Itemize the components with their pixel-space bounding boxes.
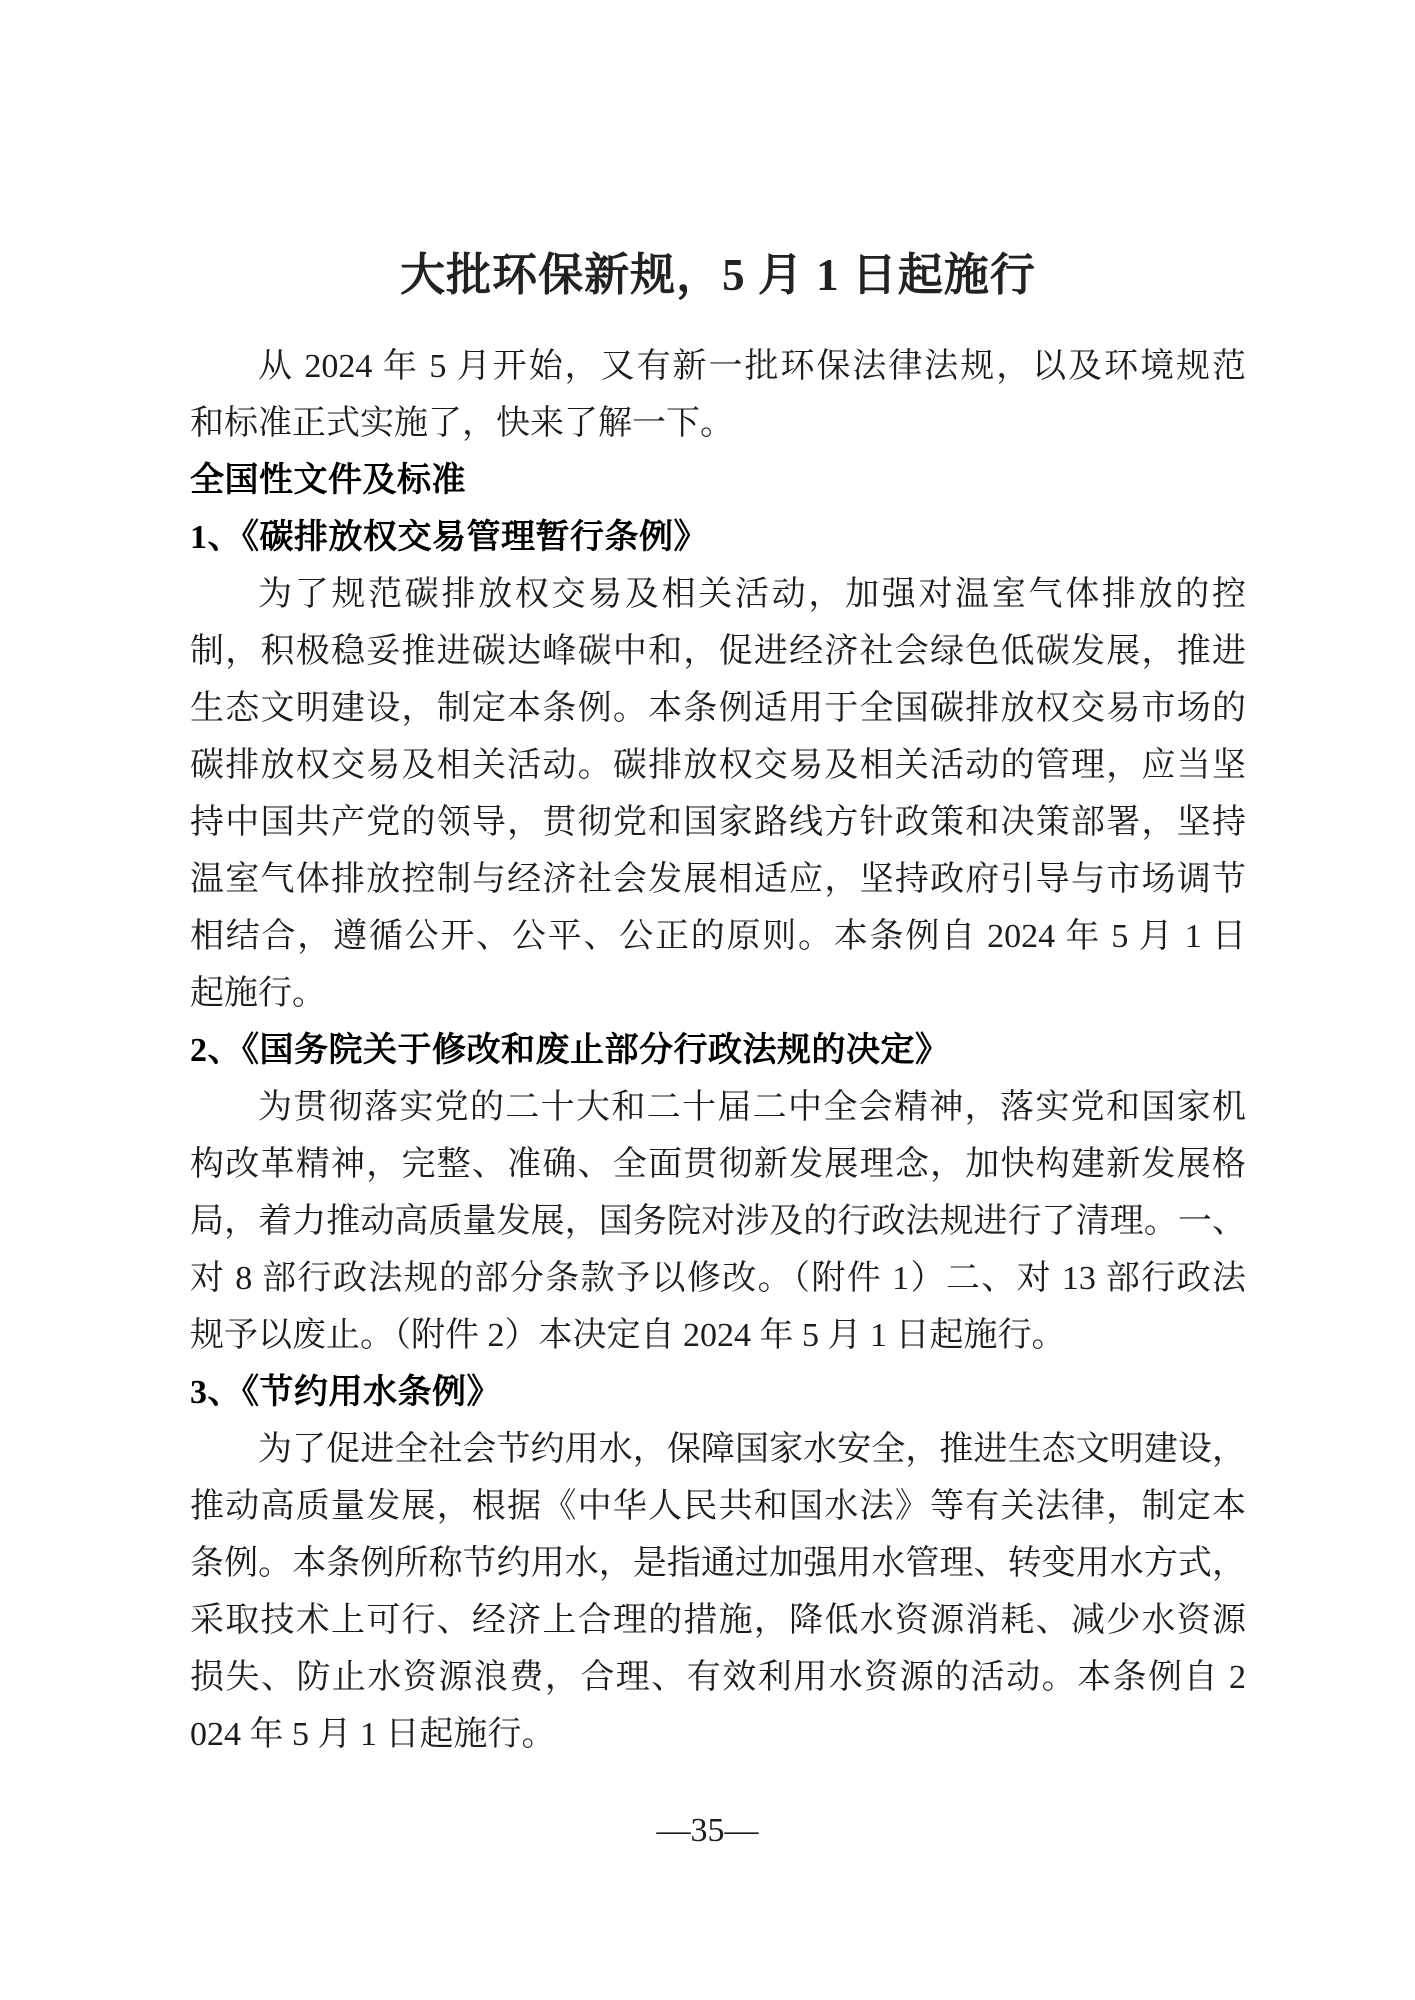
text-line: 损失、防止水资源浪费，合理、有效利用水资源的活动。本条例自 2: [190, 1659, 1246, 1696]
text-line: 从 2024 年 5 月开始，又有新一批环保法律法规，以及环境规范: [258, 348, 1246, 385]
text-line: 024 年 5 月 1 日起施行。: [190, 1716, 556, 1753]
text-line: 局，着力推动高质量发展，国务院对涉及的行政法规进行了清理。一、: [190, 1203, 1246, 1240]
text-line: 为了规范碳排放权交易及相关活动，加强对温室气体排放的控: [258, 576, 1246, 613]
text-line: 温室气体排放控制与经济社会发展相适应，坚持政府引导与市场调节: [190, 861, 1246, 898]
text-line: 为贯彻落实党的二十大和二十届二中全会精神，落实党和国家机: [258, 1089, 1246, 1126]
text-line: 构改革精神，完整、准确、全面贯彻新发展理念，加快构建新发展格: [190, 1146, 1246, 1183]
text-line: 对 8 部行政法规的部分条款予以修改。（附件 1）二、对 13 部行政法: [190, 1260, 1246, 1297]
heading-line: 3、《节约用水条例》: [190, 1374, 501, 1411]
text-line: 条例。本条例所称节约用水，是指通过加强用水管理、转变用水方式，: [190, 1545, 1246, 1582]
text-line: 相结合，遵循公开、公平、公正的原则。本条例自 2024 年 5 月 1 日: [190, 918, 1246, 955]
text-line: 为了促进全社会节约用水，保障国家水安全，推进生态文明建设，: [258, 1431, 1246, 1468]
heading-line: 2、《国务院关于修改和废止部分行政法规的决定》: [190, 1032, 950, 1069]
text-line: 持中国共产党的领导，贯彻党和国家路线方针政策和决策部署，坚持: [190, 804, 1246, 841]
text-line: 推动高质量发展，根据《中华人民共和国水法》等有关法律，制定本: [190, 1488, 1246, 1525]
heading-line: 1、《碳排放权交易管理暂行条例》: [190, 519, 708, 556]
document-title: 大批环保新规，5 月 1 日起施行: [400, 250, 1036, 300]
text-line: 采取技术上可行、经济上合理的措施，降低水资源消耗、减少水资源: [190, 1602, 1246, 1639]
document-body: [190, 338, 1246, 1763]
text-line: 和标准正式实施了，快来了解一下。: [190, 405, 734, 442]
heading-line: 全国性文件及标准: [190, 462, 466, 499]
text-line: 起施行。: [190, 975, 326, 1012]
text-line: 规予以废止。（附件 2）本决定自 2024 年 5 月 1 日起施行。: [190, 1317, 1066, 1354]
text-line: 碳排放权交易及相关活动。碳排放权交易及相关活动的管理，应当坚: [190, 747, 1246, 784]
text-line: 制，积极稳妥推进碳达峰碳中和，促进经济社会绿色低碳发展，推进: [190, 633, 1246, 670]
text-line: 生态文明建设，制定本条例。本条例适用于全国碳排放权交易市场的: [190, 690, 1246, 727]
page-number: —35—: [656, 1812, 759, 1849]
